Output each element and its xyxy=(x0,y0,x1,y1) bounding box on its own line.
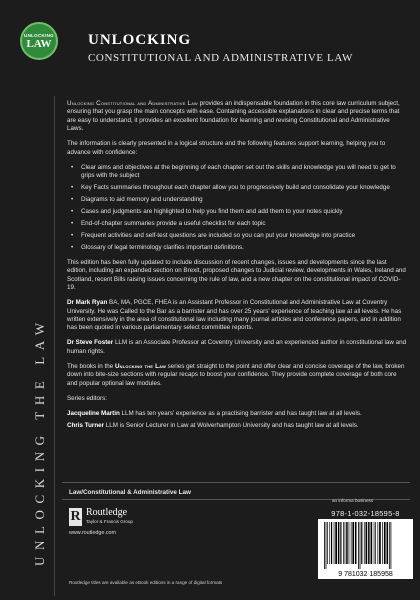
editor2-bio: LLM is Senior Lecturer in Law at Wolverhampton University and has taught law at all levels. xyxy=(104,422,359,430)
bullet-icon: • xyxy=(71,220,74,228)
author1-bio: BA, MA, PGCE, FHEA is an Assistant Professor in Constitutional and Administrative Law at Coventry University. He was Called to the Bar as a barrister and has over 25 years' experience of teaching law at all levels. He has written extensively in the area of constitutional law including many journal articles and conference papers, and in addition has been quoted in various parliamentary select committee reports. xyxy=(67,299,402,332)
publisher-group: Taylor & Francis Group xyxy=(86,519,133,524)
list-item: • Cases and judgments are highlighted to help you find them and add them to your notes quickly xyxy=(71,208,343,216)
features-intro: The information is clearly presented in a logical structure and the following features support learning, helping you to advance with confidence: xyxy=(67,140,386,156)
barcode-icon xyxy=(318,519,413,579)
bullet-icon: • xyxy=(71,208,74,216)
list-item: • Glossary of legal terminology clarifies important definitions. xyxy=(71,244,244,252)
badge-law-text: LAW xyxy=(26,37,52,50)
informa-tagline: an informa business xyxy=(332,498,374,503)
series-title: UNLOCKING xyxy=(88,32,192,48)
edition-paragraph: This edition has been fully updated to include discussion of recent changes, issues and developments since the last edition, including an expanded section on Brexit, proposed changes to Judicial review, developments in Wales, Ireland and Scotland, recent Bills raising issues concerning the rule of law, and a new chapter on the constitutional impact of COVID-19. xyxy=(67,259,406,292)
bullet-icon: • xyxy=(71,184,74,192)
bullet-icon: • xyxy=(71,196,74,204)
bullet-icon: • xyxy=(71,163,74,171)
unlocking-law-badge-icon xyxy=(20,22,58,60)
publisher-name: Routledge xyxy=(86,507,128,518)
author2-name: Dr Steve Foster xyxy=(67,339,114,347)
series-name: Unlocking the Law xyxy=(114,362,166,370)
routledge-r-icon: R xyxy=(70,509,81,524)
series-paragraph: The books in the Unlocking the Law series get straight to the point and offer clear and concise coverage of the law, broken down into bite-size sections with regular recaps to boost your confidence. They provide complete coverage of both core and popular optional law modules. xyxy=(67,362,405,387)
series-editors-label: Series editors: xyxy=(67,394,107,402)
list-item: • End-of-chapter summaries provide a useful checklist for each topic xyxy=(71,220,266,228)
list-item: • Diagrams to aid memory and understanding xyxy=(71,196,203,204)
features-list xyxy=(67,164,407,253)
spine-vertical-title: UNLOCKING THE LAW xyxy=(32,316,47,566)
list-item: • Key Facts summaries throughout each chapter allow you to progressively build and consolidate your knowledge xyxy=(71,184,390,192)
divider xyxy=(62,482,410,483)
intro-text: provides an indispensable foundation in this core law curriculum subject, ensuring that you grasp the main concepts with ease. Containing accessible explanations in clear and precise terms that are easy to understand, it provides an excellent foundation for learning and revising Constitutional and Administrative Laws. xyxy=(67,100,400,133)
bullet-icon: • xyxy=(71,244,74,252)
barcode-number: 9 781032 185958 xyxy=(338,571,393,578)
publisher-logo xyxy=(69,508,133,526)
list-item: • Frequent activities and self-test questions are included so you can put your knowledge into practice xyxy=(71,232,356,240)
editor2-paragraph xyxy=(67,422,407,430)
bullet-icon: • xyxy=(71,232,74,240)
list-item: • Clear aims and objectives at the beginning of each chapter set out the skills and knowledge you will need to get to grips with the subject xyxy=(71,163,396,180)
author1-name: Dr Mark Ryan xyxy=(67,299,108,307)
author2-paragraph xyxy=(67,339,407,356)
author1-paragraph xyxy=(67,299,407,333)
editor1-bio: LLM has ten years' experience as a practising barrister and has taught law at all levels. xyxy=(119,409,362,417)
badge-top-text: UNLOCKING xyxy=(24,32,54,38)
editor1-name: Jacqueline Martin xyxy=(67,409,120,417)
isbn: 978-1-032-18595-8 xyxy=(331,509,400,518)
editor2-name: Chris Turner xyxy=(67,422,105,430)
publisher-website[interactable]: www.routledge.com xyxy=(69,530,117,536)
author2-bio: LLM is an Associate Professor at Coventry University and an experienced author in constitutional law and human rights. xyxy=(67,339,407,355)
editor1-paragraph xyxy=(67,410,407,418)
ebook-note: Routledge titles are available as eBook editions in a range of digital formats xyxy=(69,580,223,585)
book-subtitle: CONSTITUTIONAL AND ADMINISTRATIVE LAW xyxy=(88,52,354,64)
intro-book-title: Unlocking Constitutional and Administrative Law xyxy=(67,100,198,107)
intro-paragraph xyxy=(67,100,407,134)
subject-category: Law/Constitutional & Administrative Law xyxy=(69,489,191,496)
blurb xyxy=(67,100,407,437)
